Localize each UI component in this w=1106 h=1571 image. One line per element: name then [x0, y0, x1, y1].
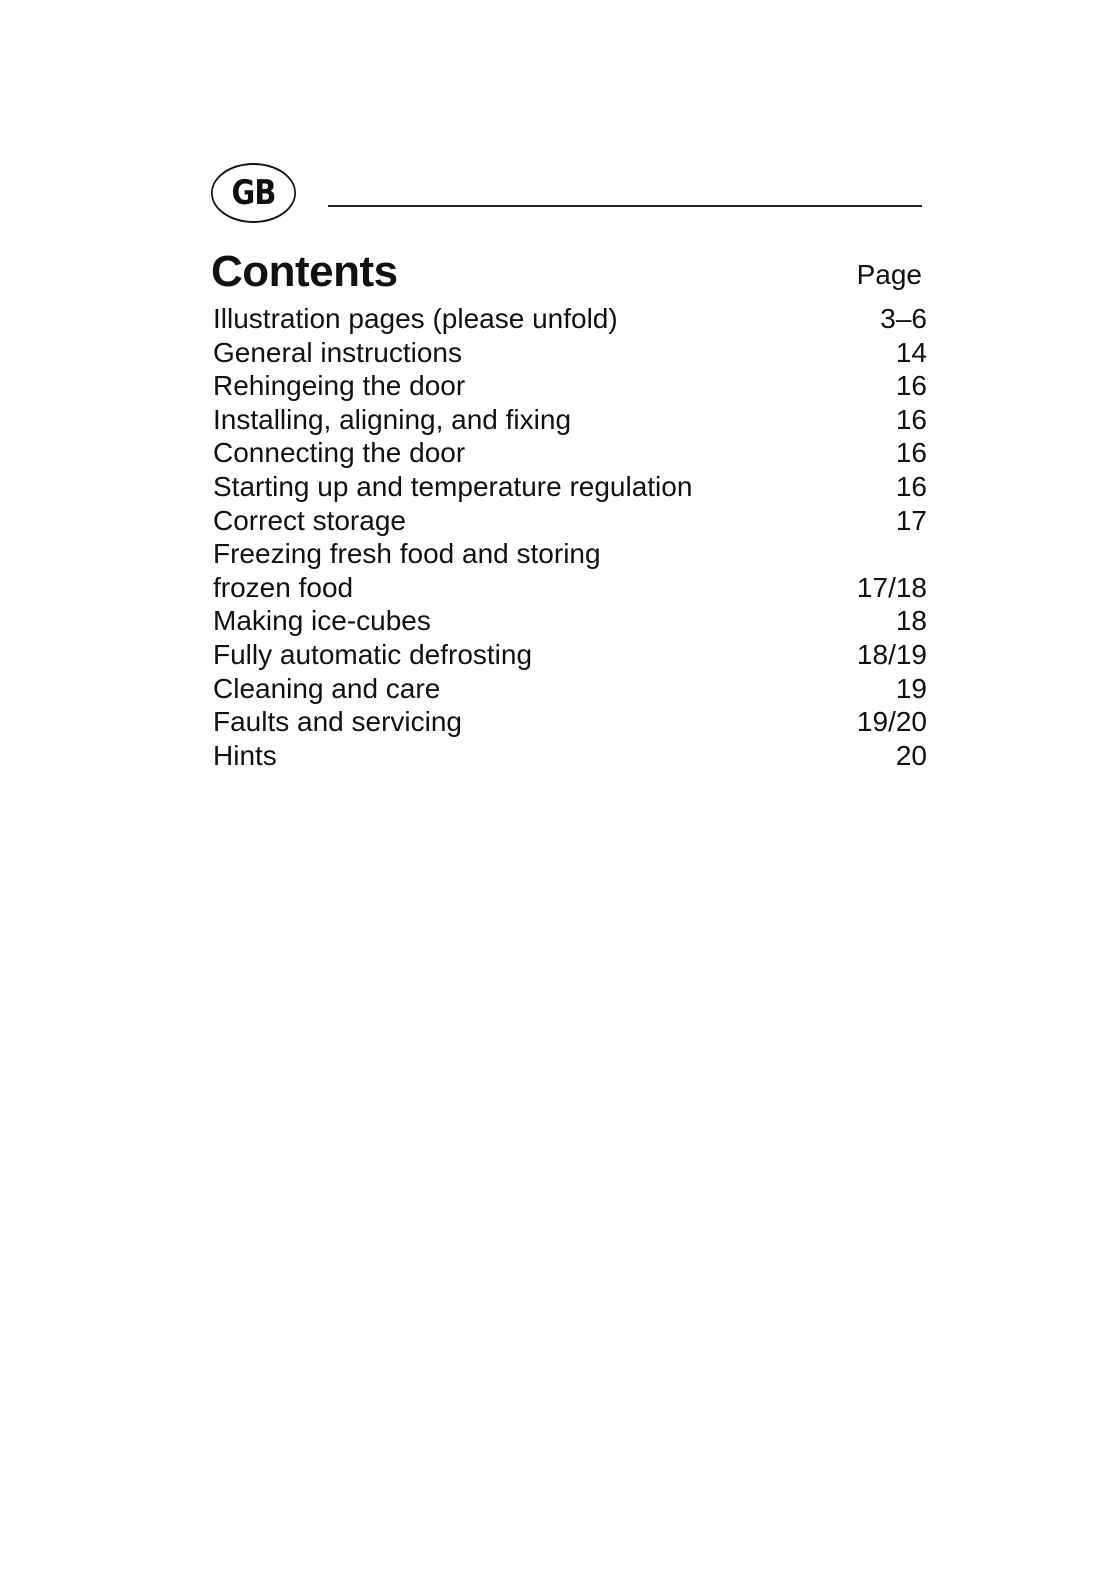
toc-entry: [213, 705, 927, 739]
language-badge: GB: [211, 163, 296, 223]
toc-entry-label: Starting up and temperature regulation: [213, 470, 693, 502]
toc-entry: [213, 604, 927, 638]
toc-entry-page: 18: [895, 605, 927, 637]
toc-entry-label: Hints: [213, 739, 277, 771]
toc-entry: [213, 369, 927, 403]
header-rule: [328, 205, 922, 207]
toc-entry-page: 17: [895, 504, 927, 536]
toc-entry-page: 3–6: [880, 303, 927, 334]
toc-entry-label: Faults and servicing: [213, 706, 463, 738]
toc-entry: [213, 739, 927, 773]
toc-entry: [213, 436, 927, 470]
toc-entry-label: Cleaning and care: [213, 672, 441, 704]
page-title: Contents: [211, 247, 398, 296]
toc-entry-label: Fully automatic defrosting: [213, 638, 533, 670]
toc-entry-label: Connecting the door: [213, 437, 466, 469]
toc-entry-label: Rehingeing the door: [213, 370, 466, 402]
toc-entry: [213, 403, 927, 437]
toc-entry-label: General instructions: [213, 336, 463, 368]
toc-entry-page: 14: [895, 336, 927, 368]
toc-entry-page: 18/19: [856, 638, 927, 670]
toc-entry: [213, 638, 927, 672]
toc-entry-page: 16: [895, 437, 927, 469]
toc-entry-page: 17/18: [856, 571, 927, 603]
toc-entry-label: Correct storage: [213, 504, 406, 536]
toc-entry-page: 16: [895, 470, 927, 502]
table-of-contents: [213, 302, 927, 772]
toc-entry-page: 19: [895, 672, 927, 704]
toc-entry-label: Freezing fresh food and storing frozen food: [213, 538, 601, 603]
toc-entry-label: Installing, aligning, and fixing: [213, 403, 572, 435]
toc-entry: [213, 470, 927, 504]
toc-entry: [213, 672, 927, 706]
toc-entry: [213, 302, 927, 336]
toc-entry-label: Making ice-cubes: [213, 605, 431, 637]
toc-entry-page: 16: [895, 403, 927, 435]
toc-entry-label: Illustration pages (please unfold): [213, 303, 618, 334]
page-column-header: Page: [856, 259, 922, 290]
toc-entry-page: 19/20: [856, 706, 927, 738]
toc-entry: [213, 336, 927, 370]
toc-entry: [213, 537, 927, 604]
toc-entry-page: 16: [895, 370, 927, 402]
toc-entry-page: 20: [895, 739, 927, 771]
toc-entry: [213, 504, 927, 538]
